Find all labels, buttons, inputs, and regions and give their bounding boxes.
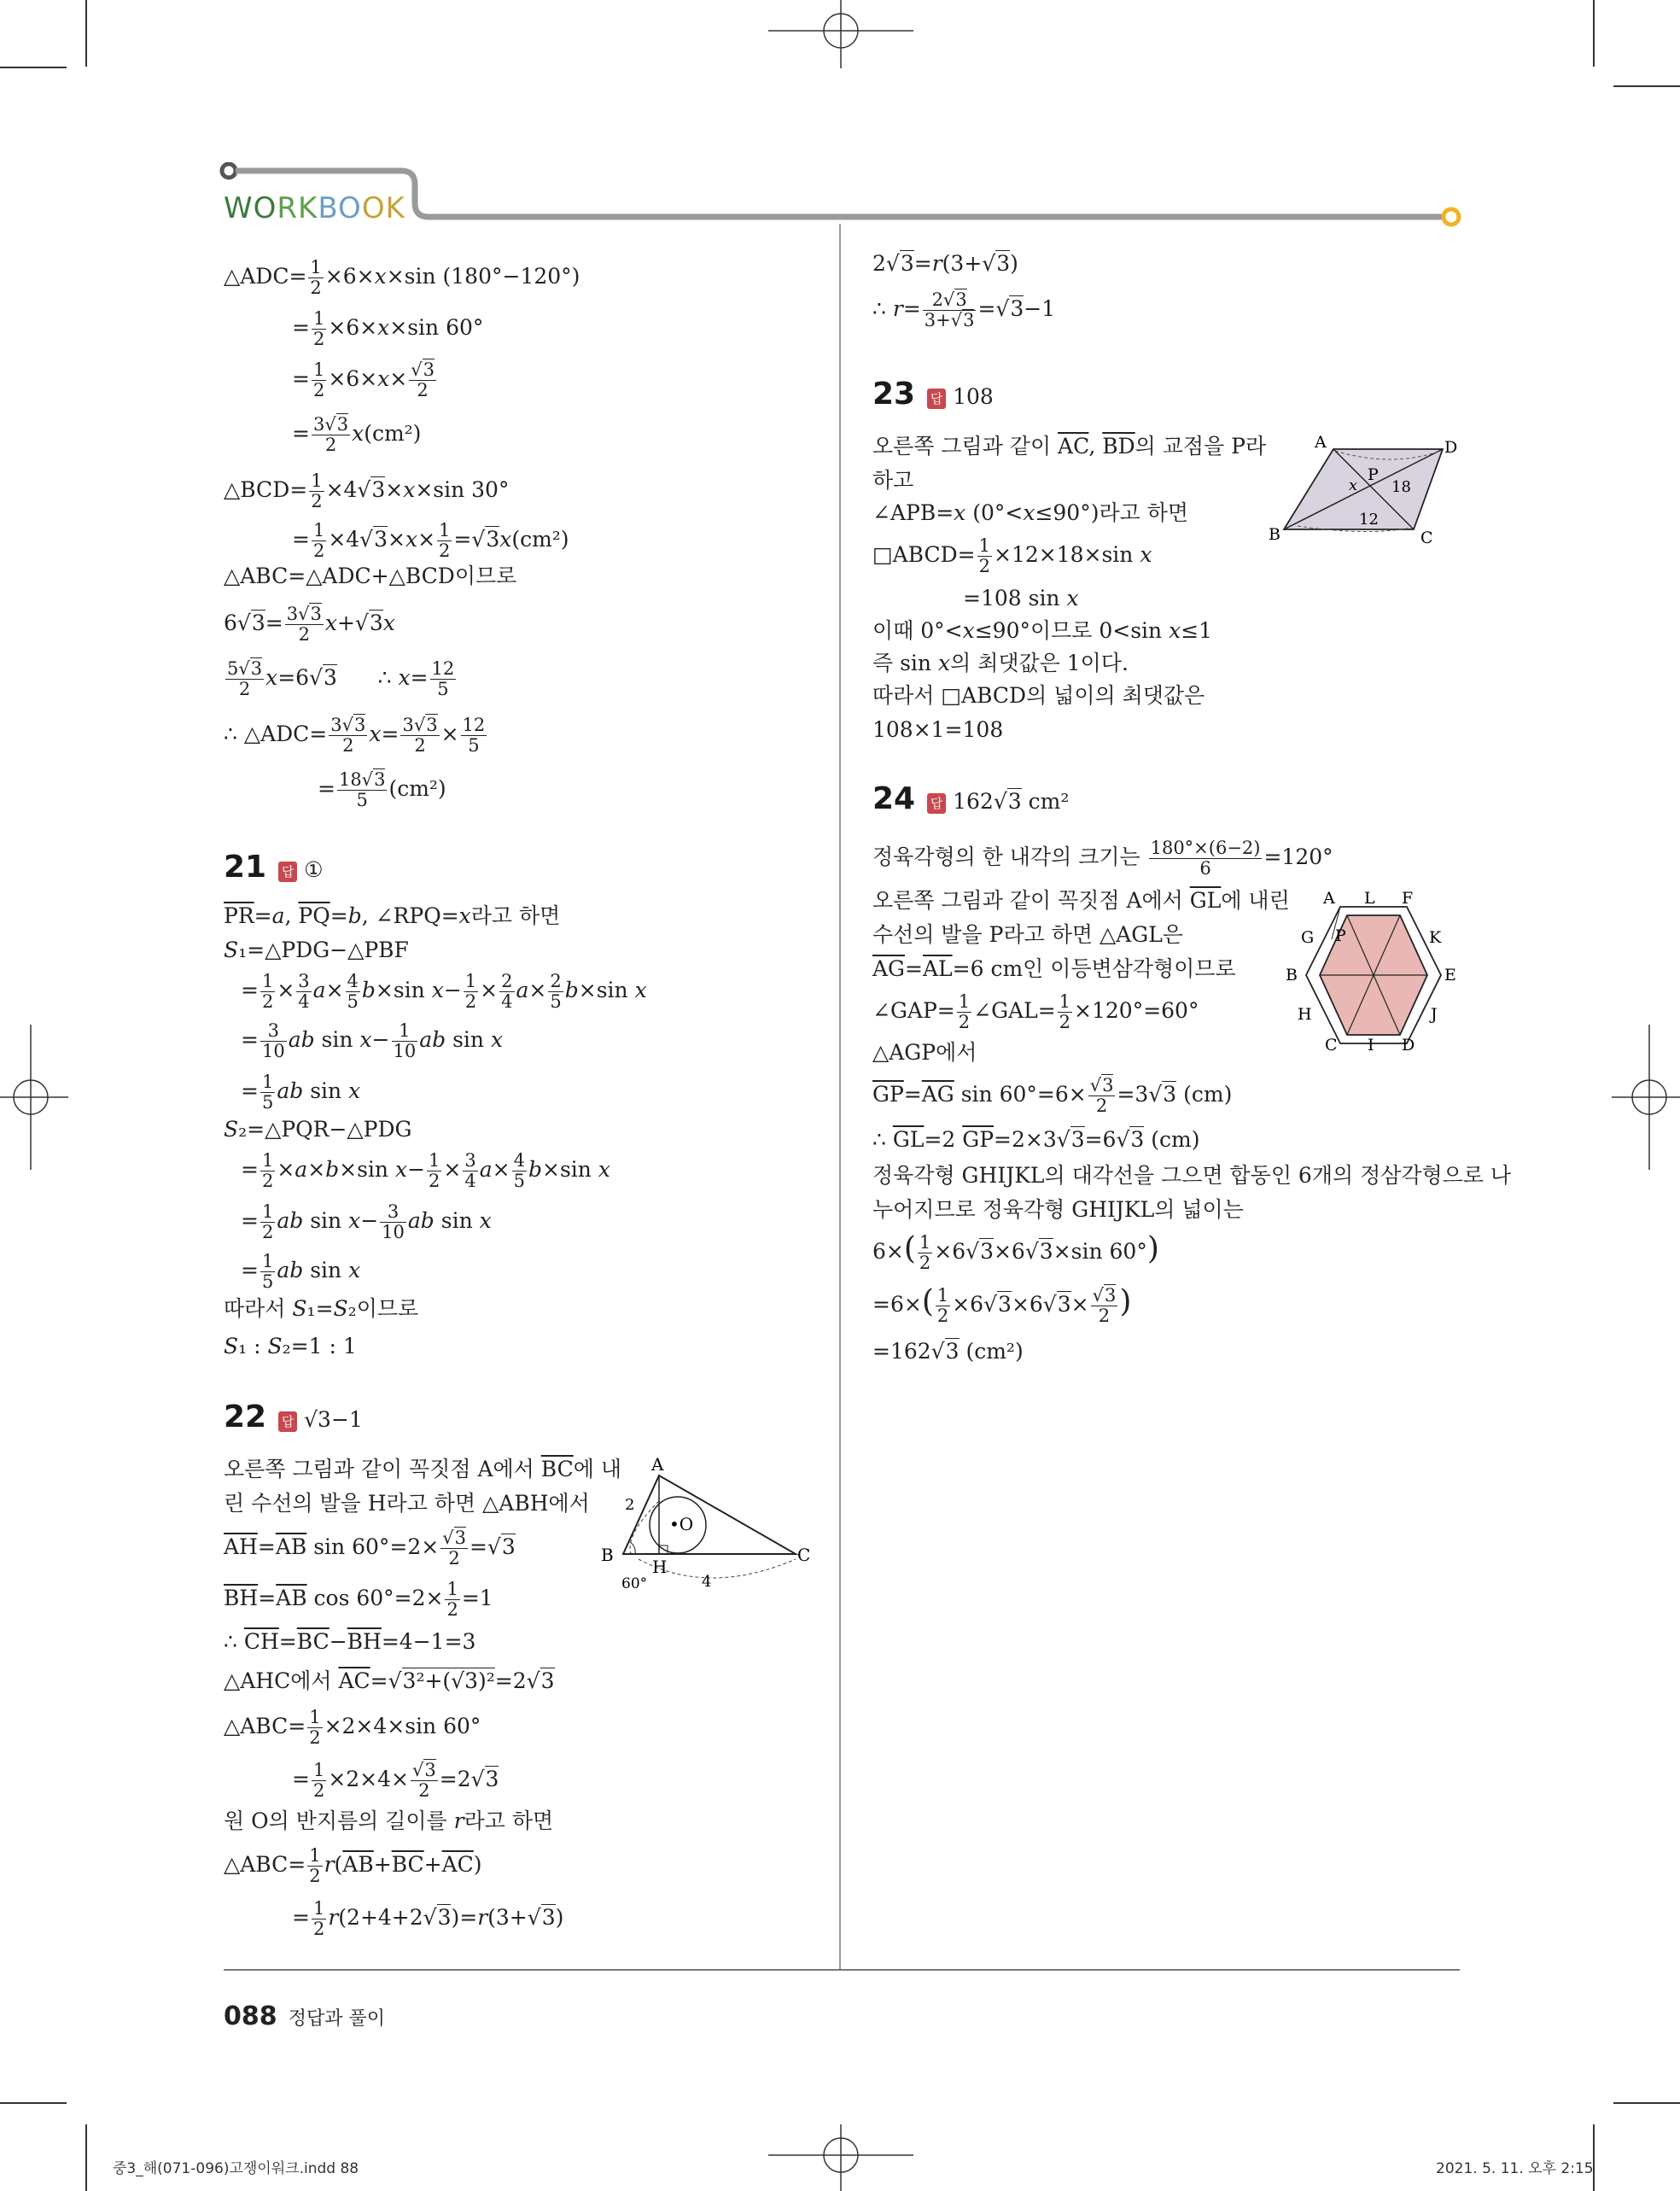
crop-mark: [85, 0, 87, 67]
step-line: △ABC=△ADC+△BCD이므로: [224, 564, 517, 588]
crop-mark: [1613, 2102, 1680, 2104]
step-line: ∠GAP= $\frac{1}{2}$ ∠GAL= $\frac{1}{2}$ ×120°=60°: [872, 991, 1199, 1033]
step-line: △ABC= $\frac{1}{2}$ ×2×4×sin 60°: [224, 1707, 481, 1749]
registration-mark-bottom: [768, 2124, 913, 2191]
page-number: 088: [224, 2001, 277, 2031]
label-j: J: [1431, 1005, 1438, 1024]
step-line: 108×1=108: [872, 717, 1004, 742]
step-line: =108 sin x: [963, 586, 1079, 611]
step-line: 따라서 S₁=S₂이므로: [224, 1296, 419, 1321]
registration-mark-right: [1612, 1025, 1680, 1170]
brand-letter: W: [224, 191, 254, 225]
crop-mark: [0, 67, 67, 68]
brand-letter: O: [338, 191, 362, 225]
step-line: 즉 sin x의 최댓값은 1이다.: [872, 651, 1129, 675]
label-b: B: [601, 1545, 614, 1565]
label-c: C: [1420, 529, 1433, 547]
label-angle: 60°: [621, 1575, 648, 1592]
label-o: •O: [669, 1514, 694, 1534]
crop-mark: [0, 2102, 67, 2104]
step-line: ∴ $\overline{CH}=\overline{BC}-\overline{BH}=4-1=3$: [224, 1629, 476, 1654]
label-side-bc: 4: [702, 1573, 712, 1591]
step-line: = $\frac{1}{5}$ ab sin x: [241, 1072, 361, 1113]
question-number: 22: [224, 1399, 267, 1434]
right-column: [872, 248, 1512, 1392]
brand-letter: K: [385, 191, 405, 225]
crop-mark: [1593, 0, 1595, 67]
step-line: 린 수선의 발을 H라고 하면 △ABH에서: [224, 1491, 590, 1516]
step-line: 원 O의 반지름의 길이를 r라고 하면: [224, 1808, 554, 1833]
figure-24-hexagon: [1272, 879, 1477, 1067]
label-a: A: [1323, 889, 1335, 908]
step-line: $\overline{PR}=a$, $\overline{PQ}=b$, ∠RPQ=x라고 하면: [224, 903, 561, 928]
step-line: 따라서 □ABCD의 넓이의 최댓값은: [872, 683, 1205, 708]
label-a: A: [1315, 433, 1327, 452]
label-e: E: [1444, 966, 1456, 984]
step-line: ∴ r= $\frac{2√3}{3+√3}$ =√3−1: [872, 289, 1056, 331]
label-i: I: [1368, 1036, 1374, 1055]
step-line: 수선의 발을 P라고 하면 △AGL은: [872, 922, 1183, 947]
step-line: $\overline{BH}=\overline{AB}$ cos 60°=2× $\frac{1}{2}$ =1: [224, 1579, 493, 1621]
step-line: = $\frac{3√3}{2}$ x(cm²): [292, 414, 422, 456]
step-line: 정육각형 GHIJKL의 대각선을 그으면 합동인 6개의 정삼각형으로 나: [872, 1163, 1512, 1188]
label-l: L: [1364, 889, 1375, 908]
step-line: = $\frac{1}{2}$ ×2×4× $\frac{√3}{2}$ =2√3: [292, 1760, 499, 1802]
answer-value: ①: [304, 857, 324, 882]
step-line: 오른쪽 그림과 같이 꼭짓점 A에서 $\overline{GL}$에 내린: [872, 888, 1290, 913]
label-k: K: [1429, 928, 1442, 947]
file-info: 중3_해(071-096)고쟁이워크.indd 88: [113, 2160, 359, 2177]
label-p: P: [1335, 926, 1346, 945]
step-line: △BCD= $\frac{1}{2}$ ×4√3×x×sin 30°: [224, 470, 510, 512]
step-line: = $\frac{3}{10}$ ab sin x− $\frac{1}{10}$ ab sin x: [241, 1020, 504, 1062]
footer-rule: [224, 1969, 1460, 1971]
label-h: H: [652, 1557, 668, 1577]
crop-mark: [1613, 85, 1680, 87]
brand-letter: R: [277, 191, 299, 225]
label-f: F: [1402, 889, 1414, 908]
brand-letter: B: [318, 191, 339, 225]
question-22-header: [224, 1399, 363, 1434]
question-24-header: 24 답 162√3 cm²: [872, 781, 1070, 816]
page-label: 정답과 풀이: [288, 2008, 385, 2030]
step-line: = $\frac{18√3}{5}$ (cm²): [318, 769, 446, 811]
step-line: = $\frac{1}{2}$ ×6×x×sin 60°: [292, 308, 484, 350]
answer-badge: 답: [278, 1411, 297, 1432]
column-divider: [839, 224, 841, 1969]
label-b: B: [1269, 525, 1280, 544]
step-line: ∠APB=x (0°<x≤90°)라고 하면: [872, 500, 1188, 525]
label-d: D: [1444, 438, 1458, 457]
step-line: 6×( $\frac{1}{2}$ ×6√3×6√3×sin 60°): [872, 1231, 1159, 1274]
label-side-ab: 2: [625, 1496, 635, 1514]
brand-letter: O: [361, 191, 386, 225]
step-line: △ABC= $\frac{1}{2}$ $r(\overline{AB}+\overline{BC}+\overline{AC})$: [224, 1845, 482, 1887]
brand-title: [224, 191, 405, 225]
answer-badge: 답: [278, 862, 297, 882]
step-line: ∴ △ADC= $\frac{3√3}{2}$ x= $\frac{3√3}{2}$ × $\frac{12}{5}$: [224, 715, 486, 757]
step-line: $\frac{5√3}{2}$ x=6√3 ∴ x= $\frac{12}{5}$: [227, 658, 455, 700]
step-line: S₁ : S₂=1 : 1: [224, 1334, 357, 1358]
step-line: = $\frac{1}{2}$ ×a×b×sin x− $\frac{1}{2}$ × $\frac{3}{4}$ a× $\frac{4}{5}$ b×sin x: [241, 1150, 610, 1192]
registration-mark-left: [0, 1025, 68, 1170]
brand-letter: K: [298, 191, 318, 225]
answer-badge: 답: [927, 793, 946, 814]
step-line: △ADC= $\frac{1}{2}$ ×6×x×sin (180°−120°): [224, 257, 580, 299]
step-line: $\overline{GP}=\overline{AG}$ sin 60°=6× $\frac{√3}{2}$ =3√3 (cm): [872, 1075, 1233, 1117]
page-footer: [224, 2001, 385, 2031]
step-line: △AHC에서 $\overline{AC}=√3^2+(√3)^2=2√3$: [224, 1668, 555, 1693]
step-line: = $\frac{1}{5}$ ab sin x: [241, 1251, 361, 1293]
step-line: 6√3= $\frac{3√3}{2}$ x+√3x: [224, 604, 395, 646]
step-line: 누어지므로 정육각형 GHIJKL의 넓이는: [872, 1197, 1244, 1222]
step-line: S₁=△PDG−△PBF: [224, 938, 409, 962]
step-line: $\overline{AG}=\overline{AL}=6$ cm인 이등변삼각형이므로: [872, 956, 1236, 981]
crop-mark: [85, 2124, 87, 2191]
label-c: C: [1325, 1036, 1338, 1055]
registration-mark-top: [768, 0, 913, 68]
label-c: C: [797, 1545, 811, 1565]
answer-badge: 답: [927, 389, 946, 409]
question-number: 21: [224, 850, 267, 885]
step-line: △AGP에서: [872, 1040, 977, 1065]
question-21-header: [224, 852, 324, 883]
step-line: 하고: [872, 468, 914, 493]
label-h: H: [1298, 1005, 1312, 1024]
step-line: $\overline{AH}=\overline{AB}$ sin 60°=2× $\frac{√3}{2}$ =√3: [224, 1528, 516, 1569]
label-p: P: [1368, 465, 1379, 484]
label-d: D: [1402, 1036, 1415, 1055]
step-line: =6×( $\frac{1}{2}$ ×6√3×6√3× $\frac{√3}{2}$ ): [872, 1284, 1132, 1327]
question-number: 24: [872, 781, 916, 816]
label-g: G: [1301, 928, 1315, 947]
step-line: = $\frac{1}{2}$ ×4√3×x× $\frac{1}{2}$ =√3x(cm²): [292, 520, 569, 562]
label-x: x: [1349, 476, 1358, 494]
step-line: 오른쪽 그림과 같이 $\overline{AC}$, $\overline{BD}$의 교점을 P라: [872, 434, 1267, 459]
step-line: □ABCD= $\frac{1}{2}$ ×12×18×sin x: [872, 535, 1152, 577]
label-18: 18: [1391, 478, 1411, 496]
figure-22-triangle: [598, 1452, 820, 1605]
step-line: 2√3=r(3+√3): [872, 251, 1018, 276]
step-line: 정육각형의 한 내각의 크기는 $\frac{180^\circ\times(6-2)}{6}$ =120°: [872, 838, 1333, 879]
label-b: B: [1286, 966, 1298, 984]
step-line: ∴ $\overline{GL}=2$ $\overline{GP}=2\times 3√3=6√3$ (cm): [872, 1127, 1200, 1152]
step-line: S₂=△PQR−△PDG: [224, 1117, 412, 1142]
label-a: A: [651, 1454, 664, 1475]
question-number: 23: [872, 377, 916, 412]
left-column: [224, 248, 821, 1972]
figure-23-quadrilateral: [1263, 427, 1468, 555]
step-line: = $\frac{1}{2}$ r(2+4+2√3)=r(3+√3): [292, 1898, 564, 1940]
step-line: = $\frac{1}{2}$ × $\frac{3}{4}$ a× $\frac{4}{5}$ b×sin x− $\frac{1}{2}$ × $\frac{2}{4}$ a× $\frac{2}{5}$ b×sin x: [241, 971, 647, 1013]
step-line: = $\frac{1}{2}$ ×6×x× $\frac{√3}{2}$: [292, 359, 435, 401]
step-line: = $\frac{1}{2}$ ab sin x− $\frac{3}{10}$ ab sin x: [241, 1201, 492, 1243]
step-line: =162√3 (cm²): [872, 1339, 1024, 1364]
answer-value: √3−1: [304, 1407, 363, 1432]
step-line: 오른쪽 그림과 같이 꼭짓점 A에서 $\overline{BC}$에 내: [224, 1457, 621, 1481]
label-12: 12: [1359, 511, 1379, 529]
brand-text: [224, 191, 405, 225]
question-23-header: [872, 379, 994, 410]
brand-letter: O: [253, 191, 277, 225]
print-timestamp: 2021. 5. 11. 오후 2:15: [1436, 2160, 1594, 2177]
step-line: 이때 0°<x≤90°이므로 0<sin x≤1: [872, 618, 1213, 643]
answer-value: 108: [953, 384, 994, 409]
